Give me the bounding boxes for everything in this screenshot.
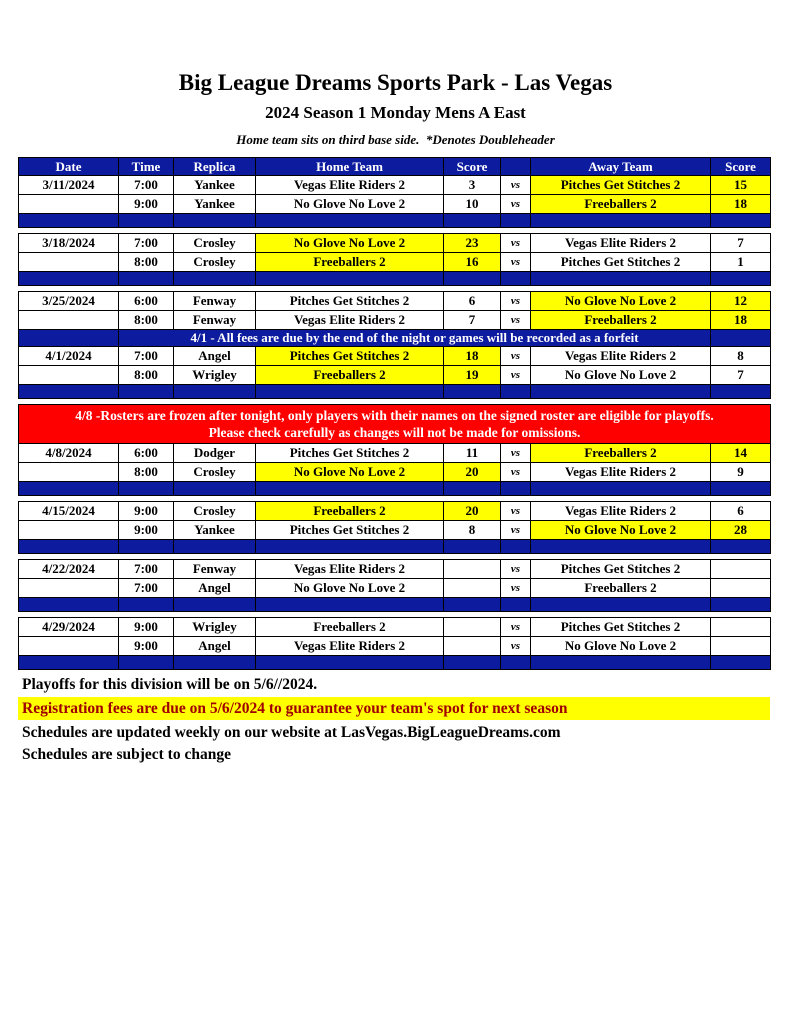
time-cell: 8:00: [119, 366, 174, 385]
away-score-cell: 6: [711, 502, 771, 521]
spacer-cell: [19, 482, 119, 496]
away-team-cell: Freeballers 2: [531, 444, 711, 463]
footer-website: Schedules are updated weekly on our website at LasVegas.BigLeagueDreams.com: [22, 724, 561, 741]
column-header-replica: Replica: [174, 158, 256, 176]
time-cell: 7:00: [119, 234, 174, 253]
home-score-cell: 16: [444, 253, 501, 272]
spacer-cell: [531, 385, 711, 399]
date-cell: [19, 521, 119, 540]
spacer-cell: [531, 540, 711, 554]
away-team-cell: Freeballers 2: [531, 195, 711, 214]
footer-notes: [18, 675, 791, 764]
home-team-cell: No Glove No Love 2: [256, 579, 444, 598]
spacer-cell: [501, 272, 531, 286]
schedule-table: [18, 157, 771, 670]
spacer-row: [19, 214, 771, 228]
away-score-cell: 15: [711, 176, 771, 195]
vs-cell: vs: [501, 463, 531, 482]
away-score-cell: [711, 618, 771, 637]
spacer-cell: [501, 385, 531, 399]
away-team-cell: No Glove No Love 2: [531, 521, 711, 540]
spacer-cell: [174, 656, 256, 670]
game-row: [19, 234, 771, 253]
time-cell: 8:00: [119, 311, 174, 330]
spacer-row: [19, 540, 771, 554]
spacer-row: [19, 272, 771, 286]
replica-cell: Crosley: [174, 253, 256, 272]
away-team-cell: Vegas Elite Riders 2: [531, 347, 711, 366]
home-score-cell: 6: [444, 292, 501, 311]
home-team-cell: Freeballers 2: [256, 366, 444, 385]
date-cell: 4/8/2024: [19, 444, 119, 463]
time-cell: 9:00: [119, 195, 174, 214]
home-team-cell: Vegas Elite Riders 2: [256, 560, 444, 579]
home-team-cell: Pitches Get Stitches 2: [256, 347, 444, 366]
time-cell: 7:00: [119, 176, 174, 195]
spacer-cell: [444, 656, 501, 670]
vs-cell: vs: [501, 560, 531, 579]
time-cell: 8:00: [119, 463, 174, 482]
spacer-cell: [501, 482, 531, 496]
home-score-cell: [444, 637, 501, 656]
home-score-cell: 18: [444, 347, 501, 366]
game-row: [19, 176, 771, 195]
home-score-cell: [444, 579, 501, 598]
home-team-cell: Vegas Elite Riders 2: [256, 176, 444, 195]
vs-cell: vs: [501, 195, 531, 214]
spacer-cell: [119, 385, 174, 399]
game-row: [19, 311, 771, 330]
column-header-date: Date: [19, 158, 119, 176]
spacer-cell: [174, 385, 256, 399]
home-team-cell: Pitches Get Stitches 2: [256, 521, 444, 540]
page-title: Big League Dreams Sports Park - Las Vegas: [178, 70, 613, 95]
game-row: [19, 560, 771, 579]
date-cell: [19, 311, 119, 330]
replica-cell: Yankee: [174, 176, 256, 195]
home-score-cell: 8: [444, 521, 501, 540]
roster-notice-cell: [19, 405, 771, 444]
vs-cell: vs: [501, 292, 531, 311]
away-score-cell: 28: [711, 521, 771, 540]
column-header-row: [19, 158, 771, 176]
home-team-cell: Freeballers 2: [256, 618, 444, 637]
home-team-cell: Freeballers 2: [256, 253, 444, 272]
replica-cell: Yankee: [174, 195, 256, 214]
roster-notice-line: Please check carefully as changes will not be made for omissions.: [208, 425, 581, 440]
spacer-cell: [174, 482, 256, 496]
date-cell: 3/11/2024: [19, 176, 119, 195]
home-score-cell: 20: [444, 502, 501, 521]
spacer-cell: [19, 272, 119, 286]
tagline-note: Home team sits on third base side. *Denotes Doubleheader: [236, 132, 555, 147]
time-cell: 8:00: [119, 253, 174, 272]
away-team-cell: No Glove No Love 2: [531, 292, 711, 311]
time-cell: 9:00: [119, 521, 174, 540]
column-header-vs: [501, 158, 531, 176]
spacer-cell: [174, 272, 256, 286]
time-cell: 9:00: [119, 502, 174, 521]
home-score-cell: 10: [444, 195, 501, 214]
replica-cell: Dodger: [174, 444, 256, 463]
spacer-cell: [531, 482, 711, 496]
away-team-cell: Pitches Get Stitches 2: [531, 560, 711, 579]
away-team-cell: Freeballers 2: [531, 579, 711, 598]
time-cell: 7:00: [119, 579, 174, 598]
spacer-cell: [174, 598, 256, 612]
replica-cell: Angel: [174, 347, 256, 366]
home-score-cell: [444, 618, 501, 637]
spacer-cell: [119, 272, 174, 286]
vs-cell: vs: [501, 637, 531, 656]
game-row: [19, 366, 771, 385]
away-team-cell: Pitches Get Stitches 2: [531, 176, 711, 195]
away-team-cell: Vegas Elite Riders 2: [531, 502, 711, 521]
spacer-cell: [444, 214, 501, 228]
home-team-cell: Freeballers 2: [256, 502, 444, 521]
vs-cell: vs: [501, 176, 531, 195]
away-score-cell: 18: [711, 195, 771, 214]
spacer-cell: [119, 214, 174, 228]
table-header: [19, 158, 771, 176]
spacer-cell: [531, 214, 711, 228]
date-cell: [19, 637, 119, 656]
column-header-time: Time: [119, 158, 174, 176]
spacer-cell: [501, 214, 531, 228]
away-score-cell: 8: [711, 347, 771, 366]
game-row: [19, 347, 771, 366]
spacer-cell: [256, 656, 444, 670]
away-score-cell: 1: [711, 253, 771, 272]
spacer-cell: [119, 656, 174, 670]
spacer-cell: [256, 482, 444, 496]
home-score-cell: 20: [444, 463, 501, 482]
time-cell: 6:00: [119, 292, 174, 311]
date-cell: [19, 463, 119, 482]
replica-cell: Crosley: [174, 463, 256, 482]
spacer-cell: [256, 598, 444, 612]
game-row: [19, 195, 771, 214]
footer-change-note: Schedules are subject to change: [22, 746, 231, 763]
spacer-cell: [711, 272, 771, 286]
home-score-cell: 23: [444, 234, 501, 253]
spacer-cell: [444, 272, 501, 286]
column-header-home-team: Home Team: [256, 158, 444, 176]
spacer-cell: [711, 656, 771, 670]
away-team-cell: No Glove No Love 2: [531, 637, 711, 656]
spacer-cell: [531, 598, 711, 612]
away-team-cell: Pitches Get Stitches 2: [531, 253, 711, 272]
game-row: [19, 463, 771, 482]
away-score-cell: 7: [711, 234, 771, 253]
fees-notice-left-cell: [19, 330, 119, 347]
spacer-cell: [501, 598, 531, 612]
away-team-cell: No Glove No Love 2: [531, 366, 711, 385]
home-team-cell: No Glove No Love 2: [256, 463, 444, 482]
away-score-cell: [711, 637, 771, 656]
game-row: [19, 637, 771, 656]
column-header-away-score: Score: [711, 158, 771, 176]
home-team-cell: No Glove No Love 2: [256, 195, 444, 214]
date-cell: 4/1/2024: [19, 347, 119, 366]
spacer-cell: [444, 482, 501, 496]
spacer-cell: [19, 656, 119, 670]
column-header-away-team: Away Team: [531, 158, 711, 176]
replica-cell: Angel: [174, 637, 256, 656]
spacer-cell: [19, 540, 119, 554]
spacer-cell: [19, 214, 119, 228]
spacer-cell: [256, 540, 444, 554]
home-team-cell: Vegas Elite Riders 2: [256, 311, 444, 330]
date-cell: 4/15/2024: [19, 502, 119, 521]
replica-cell: Fenway: [174, 292, 256, 311]
date-cell: [19, 253, 119, 272]
away-score-cell: 18: [711, 311, 771, 330]
spacer-cell: [174, 540, 256, 554]
column-header-home-score: Score: [444, 158, 501, 176]
date-cell: [19, 195, 119, 214]
vs-cell: vs: [501, 366, 531, 385]
replica-cell: Fenway: [174, 311, 256, 330]
away-score-cell: 14: [711, 444, 771, 463]
vs-cell: vs: [501, 502, 531, 521]
game-row: [19, 579, 771, 598]
spacer-row: [19, 482, 771, 496]
home-score-cell: 7: [444, 311, 501, 330]
away-score-cell: [711, 579, 771, 598]
roster-notice-line: 4/8 -Rosters are frozen after tonight, only players with their names on the signed roster are eligible for playoffs.: [75, 408, 714, 423]
away-score-cell: 7: [711, 366, 771, 385]
spacer-row: [19, 656, 771, 670]
replica-cell: Fenway: [174, 560, 256, 579]
spacer-cell: [174, 214, 256, 228]
away-team-cell: Vegas Elite Riders 2: [531, 463, 711, 482]
vs-cell: vs: [501, 579, 531, 598]
spacer-cell: [531, 272, 711, 286]
replica-cell: Crosley: [174, 502, 256, 521]
spacer-cell: [711, 214, 771, 228]
vs-cell: vs: [501, 618, 531, 637]
spacer-cell: [711, 598, 771, 612]
footer-playoffs: Playoffs for this division will be on 5/6//2024.: [22, 676, 318, 693]
game-row: [19, 502, 771, 521]
roster-notice-row: [19, 405, 771, 444]
spacer-cell: [444, 598, 501, 612]
title-block: [0, 0, 791, 148]
spacer-cell: [501, 540, 531, 554]
date-cell: [19, 366, 119, 385]
spacer-cell: [501, 656, 531, 670]
home-team-cell: Pitches Get Stitches 2: [256, 292, 444, 311]
footer-registration: Registration fees are due on 5/6/2024 to guarantee your team's spot for next season: [18, 697, 770, 720]
vs-cell: vs: [501, 521, 531, 540]
home-score-cell: [444, 560, 501, 579]
game-row: [19, 618, 771, 637]
replica-cell: Yankee: [174, 521, 256, 540]
spacer-cell: [19, 385, 119, 399]
home-score-cell: 19: [444, 366, 501, 385]
away-team-cell: Pitches Get Stitches 2: [531, 618, 711, 637]
spacer-cell: [444, 540, 501, 554]
spacer-cell: [119, 598, 174, 612]
home-team-cell: No Glove No Love 2: [256, 234, 444, 253]
page-subtitle: 2024 Season 1 Monday Mens A East: [265, 103, 526, 122]
vs-cell: vs: [501, 444, 531, 463]
spacer-cell: [256, 272, 444, 286]
game-row: [19, 253, 771, 272]
fees-notice-row: [19, 330, 771, 347]
time-cell: 7:00: [119, 347, 174, 366]
spacer-row: [19, 598, 771, 612]
away-team-cell: Vegas Elite Riders 2: [531, 234, 711, 253]
vs-cell: vs: [501, 234, 531, 253]
spacer-cell: [711, 482, 771, 496]
date-cell: 4/22/2024: [19, 560, 119, 579]
spacer-row: [19, 385, 771, 399]
date-cell: [19, 579, 119, 598]
fees-notice-text: 4/1 - All fees are due by the end of the night or games will be recorded as a forfeit: [119, 330, 711, 347]
home-team-cell: Pitches Get Stitches 2: [256, 444, 444, 463]
replica-cell: Wrigley: [174, 366, 256, 385]
date-cell: 4/29/2024: [19, 618, 119, 637]
vs-cell: vs: [501, 253, 531, 272]
away-score-cell: 12: [711, 292, 771, 311]
spacer-cell: [711, 385, 771, 399]
game-row: [19, 521, 771, 540]
time-cell: 9:00: [119, 618, 174, 637]
time-cell: 6:00: [119, 444, 174, 463]
replica-cell: Angel: [174, 579, 256, 598]
replica-cell: Crosley: [174, 234, 256, 253]
game-row: [19, 444, 771, 463]
away-score-cell: [711, 560, 771, 579]
replica-cell: Wrigley: [174, 618, 256, 637]
vs-cell: vs: [501, 311, 531, 330]
date-cell: 3/25/2024: [19, 292, 119, 311]
spacer-cell: [119, 482, 174, 496]
time-cell: 7:00: [119, 560, 174, 579]
vs-cell: vs: [501, 347, 531, 366]
table-body: [19, 176, 771, 670]
away-team-cell: Freeballers 2: [531, 311, 711, 330]
home-score-cell: 3: [444, 176, 501, 195]
date-cell: 3/18/2024: [19, 234, 119, 253]
spacer-cell: [256, 385, 444, 399]
home-score-cell: 11: [444, 444, 501, 463]
spacer-cell: [119, 540, 174, 554]
game-row: [19, 292, 771, 311]
spacer-cell: [256, 214, 444, 228]
spacer-cell: [531, 656, 711, 670]
spacer-cell: [19, 598, 119, 612]
time-cell: 9:00: [119, 637, 174, 656]
home-team-cell: Vegas Elite Riders 2: [256, 637, 444, 656]
spacer-cell: [711, 540, 771, 554]
spacer-cell: [444, 385, 501, 399]
fees-notice-right-cell: [711, 330, 771, 347]
away-score-cell: 9: [711, 463, 771, 482]
